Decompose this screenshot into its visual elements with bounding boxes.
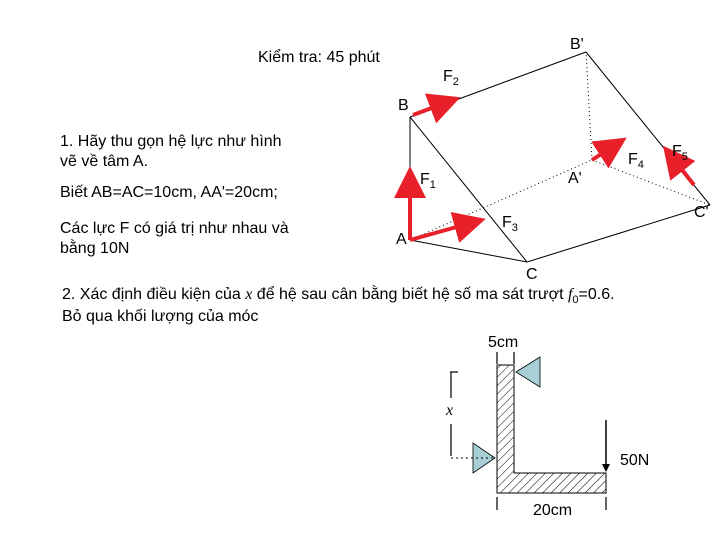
dim-5cm-label: 5cm [488,334,519,351]
force-f1-sub: 1 [429,179,436,191]
force-f5-sub: 5 [681,151,688,163]
dim-20cm-label: 20cm [533,502,573,519]
problem2-f-sub: 0 [572,294,579,306]
force-f5-letter: F [672,143,682,160]
problem2-var-x: x [245,286,253,303]
force-f3-sub: 3 [511,222,518,234]
problem2-mid: để hệ sau cân bằng biết hệ số ma sát trượt [252,286,568,303]
load-50n-label: 50N [620,452,650,469]
point-b-label: B [398,97,409,114]
problem1-forces-line1: Các lực F có giá trị như nhau và [60,220,289,237]
dim-x-label: x [446,402,454,419]
problem1-line2: vẽ về tâm A. [60,153,149,170]
force-f4-letter: F [628,151,638,168]
force-f1-letter: F [420,171,430,188]
problem1-given: Biết AB=AC=10cm, AA'=20cm; [60,184,278,201]
point-a-label: A [396,231,407,248]
problem1-forces-line2: bằng 10N [60,240,130,257]
problem2-prefix: 2. Xác định điều kiện của [62,286,246,303]
top-support-wedge [516,357,540,387]
force-f4-sub: 4 [637,159,644,171]
problem1-line1: 1. Hãy thu gọn hệ lực như hình [60,133,282,150]
point-cprime-label: C' [694,204,709,221]
problem2-line2: Bỏ qua khối lượng của móc [62,308,259,325]
force-f2-sub: 2 [452,76,459,88]
force-f3-letter: F [502,214,512,231]
hook-body [497,365,606,493]
point-aprime-label: A' [568,170,582,187]
problem2-f-letter: f [567,286,573,303]
point-c-label: C [526,266,538,283]
force-f2-letter: F [443,68,453,85]
test-title: Kiểm tra: 45 phút [258,49,380,66]
point-bprime-label: B' [570,36,584,53]
problem2-suffix: =0.6. [578,286,615,303]
